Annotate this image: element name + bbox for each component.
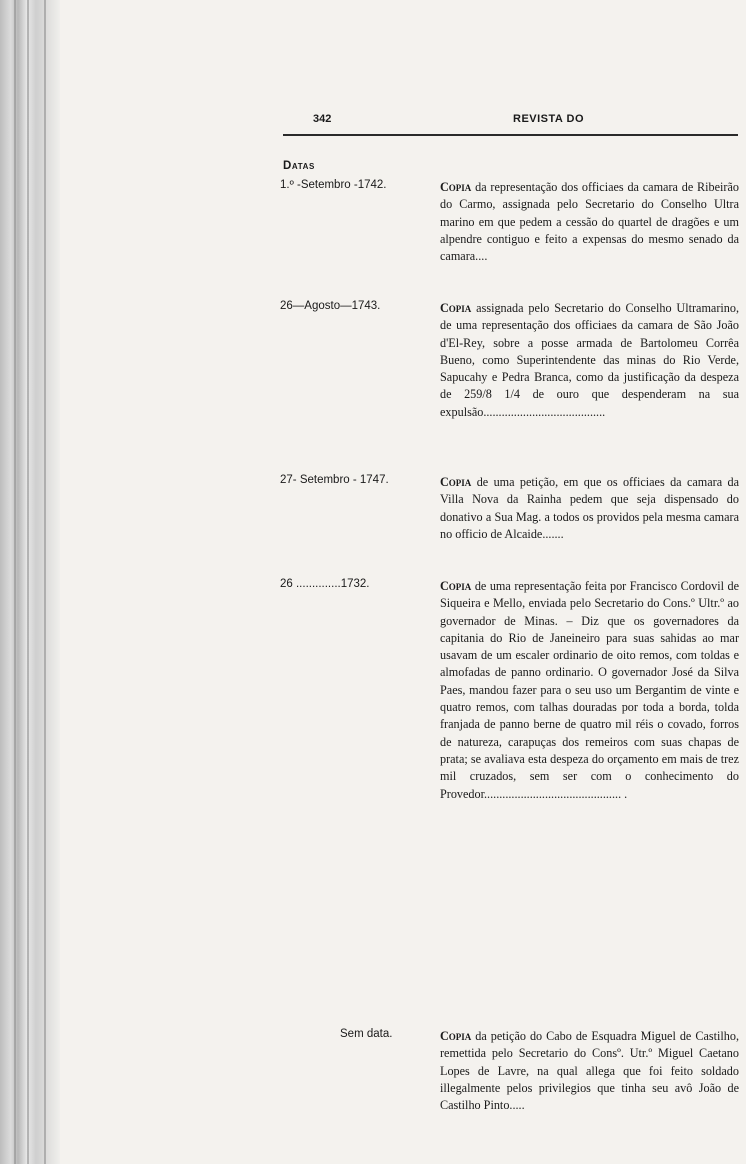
entry-body: da representação dos officiaes da camara de Ribeirão do Carmo, assignada pelo Secretario do Conselho Ultra marino em que pedem a cessão do quartel de dragões e um alpendre contiguo e feito a expensas do mesmo senado da camara.... [440, 180, 739, 264]
entry-text [440, 474, 739, 543]
entry-date: Sem data. [340, 1028, 393, 1040]
entry-date: 26—Agosto—1743. [280, 300, 381, 312]
entry-lead: Copia [440, 579, 472, 593]
section-label: Datas [283, 160, 315, 172]
binding-gutter [0, 0, 60, 1164]
entry-lead: Copia [440, 180, 472, 194]
entry-text [440, 179, 739, 265]
gutter-shadow-line [44, 0, 46, 1164]
entry-date: 27- Setembro - 1747. [280, 474, 389, 486]
entry-lead: Copia [440, 301, 472, 315]
entry-text [440, 578, 739, 803]
gutter-shadow-line [14, 0, 16, 1164]
gutter-shadow-line [27, 0, 29, 1164]
entry-body: de uma representação feita por Francisco Cordovil de Siqueira e Mello, enviada pelo Secretario do Cons.º Ultr.º ao governador de Minas. – Diz que os governadores da capitania do Rio de Janeineiro para suas sahidas ao mar usavam de um escaler ordinario de oito remos, com toldas e almofadas de panno ordinario. O governador José da Silva Paes, mandou fazer para o seu uso um Bergantim de vinte e quatro remos, com talhas douradas por toda a borda, tolda franjada de panno berne de quatro mil réis o covado, forros de natureza, carapuças dos remeiros com suas chapas de prata; se avaliava esta despeza do orçamento em mais de trez mil cruzados, sem ser com o conhecimento do Provedor............................................. . [440, 579, 739, 801]
entry-text [440, 300, 739, 421]
entry-date: 26 ..............1732. [280, 578, 370, 590]
entry-body: assignada pelo Secretario do Conselho Ultramarino, de uma representação dos officiaes da camara de São João d'El-Rey, sobre a posse armada de Bartolomeu Corrêa Bueno, como Superintendente das minas do Rio Verde, Sapucahy e Pedra Branca, como da justificação da despeza de 259/8 1/4 de ouro que despenderam na sua expulsão........................................ [440, 301, 740, 419]
entry-body: de uma petição, em que os officiaes da camara da Villa Nova da Rainha pedem que seja dispensado do donativo a Sua Mag. a todos os providos pela mesma camara no officio de Alcaide....... [440, 475, 739, 541]
entry-date: 1.º -Setembro -1742. [280, 179, 387, 191]
header-rule [283, 134, 738, 136]
entry-body: da petição do Cabo de Esquadra Miguel de Castilho, remettida pelo Secretario do Consº. Utr.º Miguel Caetano Lopes de Lavre, na qual allega que foi feito soldado illegalmente pelos privilegios que tinha seu avô João de Castilho Pinto..... [440, 1029, 739, 1113]
entry-lead: Copia [440, 1029, 472, 1043]
page-number: 342 [313, 113, 332, 125]
entry-lead: Copia [440, 475, 472, 489]
page-header [313, 113, 738, 129]
running-title: REVISTA DO [513, 113, 585, 125]
entry-text [440, 1028, 739, 1114]
